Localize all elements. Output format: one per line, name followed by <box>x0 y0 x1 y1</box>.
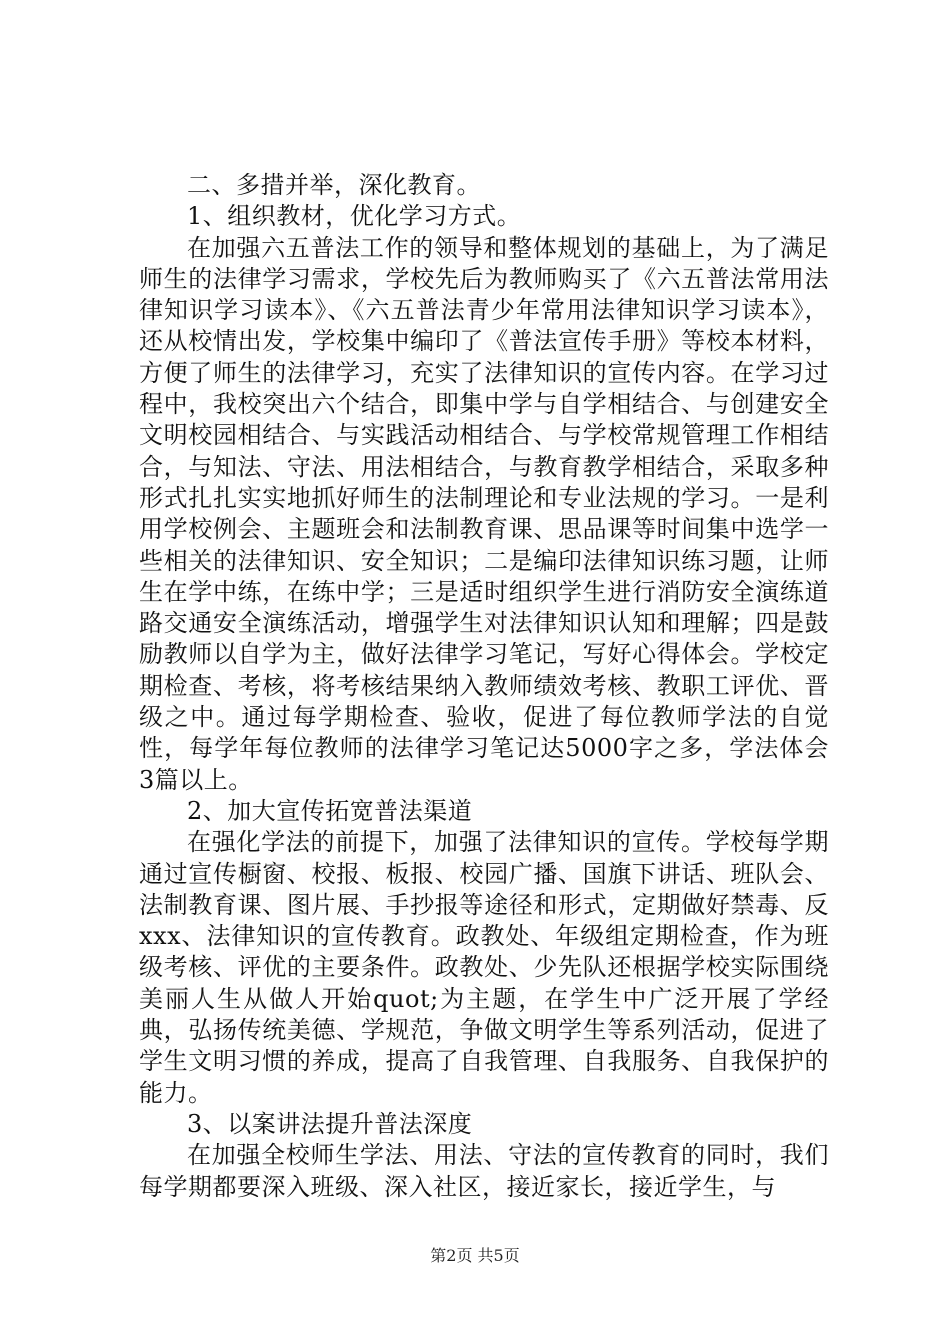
paragraph-1: 在加强六五普法工作的领导和整体规划的基础上，为了满足师生的法律学习需求，学校先后为教师购买了《六五普法常用法律知识学习读本》、《六五普法青少年常用法律知识学习读本》，还从校情出发，学校集中编印了《普法宣传手册》等校本材料，方便了师生的法律学习，充实了法律知识的宣传内容。在学习过程中，我校突出六个结合，即集中学与自学相结合、与创建安全文明校园相结合、与实践活动相结合、与学校常规管理工作相结合，与知法、守法、用法相结合，与教育教学相结合，采取多种形式扎扎实实地抓好师生的法制理论和专业法规的学习。一是利用学校例会、主题班会和法制教育课、思品课等时间集中选学一些相关的法律知识、安全知识；二是编印法律知识练习题，让师生在学中练，在练中学；三是适时组织学生进行消防安全演练道路交通安全演练活动，增强学生对法律知识认知和理解；四是鼓励教师以自学为主，做好法律学习笔记，写好心得体会。学校定期检查、考核，将考核结果纳入教师绩效考核、教职工评优、晋级之中。通过每学期检查、验收，促进了每位教师学法的自觉性，每学年每位教师的法律学习笔记达5000字之多，学法体会3篇以上。 <box>139 233 829 794</box>
subsection-heading-3: 3、以案讲法提升普法深度 <box>187 1109 473 1138</box>
page-footer: 第2页 共5页 <box>430 1246 520 1265</box>
paragraph-2: 在强化学法的前提下，加强了法律知识的宣传。学校每学期通过宣传橱窗、校报、板报、校园广播、国旗下讲话、班队会、法制教育课、图片展、手抄报等途径和形式，定期做好禁毒、反xxx、法律知识的宣传教育。政教处、年级组定期检查，作为班级考核、评优的主要条件。政教处、少先队还根据学校实际围绕美丽人生从做人开始quot;为主题，在学生中广泛开展了学经典，弘扬传统美德、学规范，争做文明学生等系列活动，促进了学生文明习惯的养成，提高了自我管理、自我服务、自我保护的能力。 <box>139 828 829 1107</box>
section-heading: 二、多措并举，深化教育。 <box>187 171 481 199</box>
document-body <box>139 170 829 1203</box>
subsection-heading-1: 1、组织教材，优化学习方式。 <box>187 202 522 231</box>
subsection-heading-2: 2、加大宣传拓宽普法渠道 <box>187 796 473 825</box>
paragraph-3: 在加强全校师生学法、用法、守法的宣传教育的同时，我们每学期都要深入班级、深入社区，接近家长，接近学生，与 <box>139 1141 829 1201</box>
